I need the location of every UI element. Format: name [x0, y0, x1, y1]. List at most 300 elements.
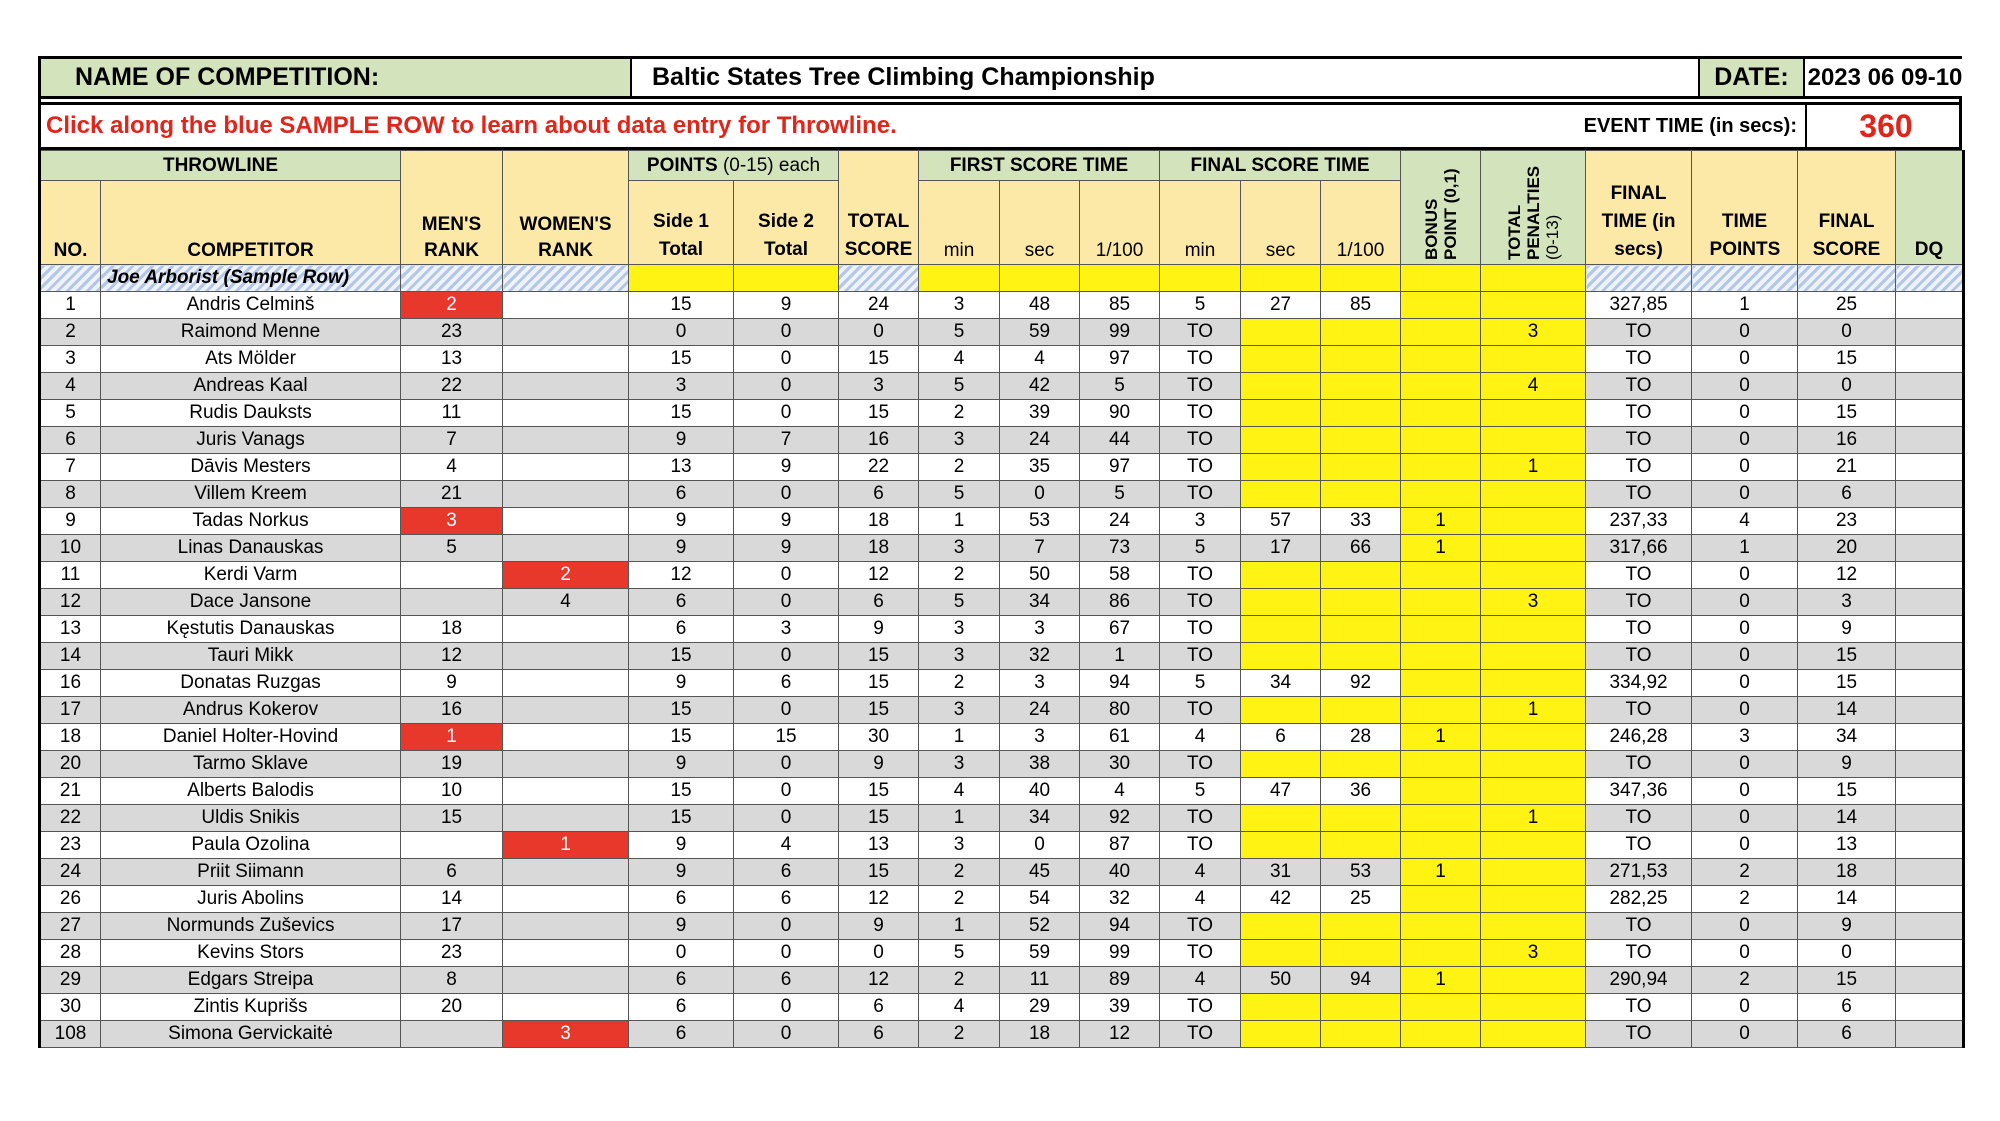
mens-rank-cell[interactable]: 1 [401, 724, 503, 751]
side2-cell[interactable]: 9 [734, 454, 839, 481]
penalties-cell[interactable]: 3 [1481, 940, 1586, 967]
womens-rank-cell[interactable] [503, 859, 629, 886]
first-hundredths-cell[interactable]: 94 [1080, 913, 1160, 940]
final-time-cell[interactable]: TO [1586, 346, 1692, 373]
table-row[interactable] [40, 724, 1964, 751]
final-time-cell[interactable]: TO [1586, 832, 1692, 859]
final-sec-cell[interactable] [1241, 562, 1321, 589]
first-hundredths-cell[interactable]: 44 [1080, 427, 1160, 454]
first-sec-cell[interactable]: 59 [1000, 940, 1080, 967]
penalties-cell[interactable]: 1 [1481, 697, 1586, 724]
first-hundredths-cell[interactable]: 32 [1080, 886, 1160, 913]
time-points-cell[interactable]: 0 [1692, 805, 1798, 832]
first-min-cell[interactable]: 3 [919, 643, 1000, 670]
sample-cell[interactable] [839, 265, 919, 292]
table-row[interactable] [40, 562, 1964, 589]
event-time-cell[interactable]: 360 [1805, 105, 1965, 147]
first-sec-cell[interactable]: 53 [1000, 508, 1080, 535]
final-hundredths-cell[interactable] [1321, 913, 1401, 940]
mens-rank-cell[interactable]: 18 [401, 616, 503, 643]
side1-cell[interactable]: 0 [629, 940, 734, 967]
total-score-cell[interactable]: 6 [839, 994, 919, 1021]
womens-rank-cell[interactable] [503, 724, 629, 751]
womens-rank-cell[interactable] [503, 751, 629, 778]
final-min-cell[interactable]: TO [1160, 913, 1241, 940]
first-sec-cell[interactable]: 32 [1000, 643, 1080, 670]
date-cell[interactable]: 2023 06 09-10 [1805, 59, 1965, 96]
side2-cell[interactable]: 9 [734, 508, 839, 535]
first-hundredths-cell[interactable]: 92 [1080, 805, 1160, 832]
dq-cell[interactable] [1896, 346, 1964, 373]
final-time-cell[interactable]: TO [1586, 481, 1692, 508]
final-score-cell[interactable]: 6 [1798, 994, 1896, 1021]
competitor-cell[interactable]: Tadas Norkus [101, 508, 401, 535]
final-min-cell[interactable]: TO [1160, 400, 1241, 427]
bonus-point-cell[interactable] [1401, 427, 1481, 454]
final-sec-cell[interactable] [1241, 589, 1321, 616]
first-min-cell[interactable]: 5 [919, 319, 1000, 346]
final-score-cell[interactable]: 6 [1798, 1021, 1896, 1048]
final-time-cell[interactable]: TO [1586, 751, 1692, 778]
no-cell[interactable]: 29 [40, 967, 101, 994]
total-score-cell[interactable]: 9 [839, 913, 919, 940]
final-min-cell[interactable]: 5 [1160, 778, 1241, 805]
penalties-cell[interactable] [1481, 751, 1586, 778]
final-hundredths-cell[interactable]: 85 [1321, 292, 1401, 319]
competitor-cell[interactable]: Linas Danauskas [101, 535, 401, 562]
final-min-cell[interactable]: TO [1160, 346, 1241, 373]
final-min-cell[interactable]: TO [1160, 805, 1241, 832]
no-cell[interactable]: 9 [40, 508, 101, 535]
final-score-cell[interactable]: 15 [1798, 400, 1896, 427]
sample-cell[interactable] [919, 265, 1000, 292]
bonus-point-cell[interactable] [1401, 670, 1481, 697]
final-sec-cell[interactable]: 6 [1241, 724, 1321, 751]
first-sec-cell[interactable]: 48 [1000, 292, 1080, 319]
table-row[interactable] [40, 481, 1964, 508]
womens-rank-cell[interactable]: 4 [503, 589, 629, 616]
first-hundredths-cell[interactable]: 4 [1080, 778, 1160, 805]
table-row[interactable] [40, 346, 1964, 373]
dq-cell[interactable] [1896, 292, 1964, 319]
final-hundredths-cell[interactable] [1321, 319, 1401, 346]
no-cell[interactable]: 11 [40, 562, 101, 589]
penalties-cell[interactable] [1481, 724, 1586, 751]
table-row[interactable] [40, 535, 1964, 562]
no-cell[interactable]: 108 [40, 1021, 101, 1048]
womens-rank-cell[interactable]: 2 [503, 562, 629, 589]
final-min-cell[interactable]: TO [1160, 562, 1241, 589]
first-sec-cell[interactable]: 3 [1000, 616, 1080, 643]
womens-rank-cell[interactable] [503, 319, 629, 346]
mens-rank-cell[interactable]: 5 [401, 535, 503, 562]
final-min-cell[interactable]: 5 [1160, 670, 1241, 697]
side2-cell[interactable]: 0 [734, 805, 839, 832]
competitor-cell[interactable]: Edgars Streipa [101, 967, 401, 994]
final-min-cell[interactable]: 3 [1160, 508, 1241, 535]
final-score-cell[interactable]: 14 [1798, 805, 1896, 832]
total-score-cell[interactable]: 16 [839, 427, 919, 454]
total-score-cell[interactable]: 12 [839, 967, 919, 994]
final-time-cell[interactable]: TO [1586, 940, 1692, 967]
time-points-cell[interactable]: 0 [1692, 319, 1798, 346]
no-cell[interactable]: 14 [40, 643, 101, 670]
competitor-cell[interactable]: Daniel Holter-Hovind [101, 724, 401, 751]
no-cell[interactable]: 28 [40, 940, 101, 967]
first-min-cell[interactable]: 1 [919, 913, 1000, 940]
time-points-cell[interactable]: 2 [1692, 967, 1798, 994]
penalties-cell[interactable] [1481, 400, 1586, 427]
no-cell[interactable]: 20 [40, 751, 101, 778]
table-row[interactable] [40, 940, 1964, 967]
competitor-cell[interactable]: Andris Celminš [101, 292, 401, 319]
final-time-cell[interactable]: TO [1586, 400, 1692, 427]
first-min-cell[interactable]: 3 [919, 535, 1000, 562]
final-sec-cell[interactable] [1241, 616, 1321, 643]
bonus-point-cell[interactable] [1401, 373, 1481, 400]
table-row[interactable] [40, 778, 1964, 805]
womens-rank-cell[interactable] [503, 508, 629, 535]
penalties-cell[interactable] [1481, 913, 1586, 940]
first-sec-cell[interactable]: 34 [1000, 589, 1080, 616]
bonus-point-cell[interactable] [1401, 481, 1481, 508]
first-hundredths-cell[interactable]: 73 [1080, 535, 1160, 562]
final-sec-cell[interactable]: 31 [1241, 859, 1321, 886]
penalties-cell[interactable] [1481, 346, 1586, 373]
side1-cell[interactable]: 15 [629, 724, 734, 751]
penalties-cell[interactable] [1481, 292, 1586, 319]
final-score-cell[interactable]: 9 [1798, 616, 1896, 643]
final-min-cell[interactable]: 4 [1160, 724, 1241, 751]
side1-cell[interactable]: 0 [629, 319, 734, 346]
mens-rank-cell[interactable]: 15 [401, 805, 503, 832]
final-hundredths-cell[interactable] [1321, 1021, 1401, 1048]
womens-rank-cell[interactable] [503, 373, 629, 400]
side2-cell[interactable]: 15 [734, 724, 839, 751]
final-sec-cell[interactable]: 57 [1241, 508, 1321, 535]
womens-rank-cell[interactable]: 1 [503, 832, 629, 859]
first-sec-cell[interactable]: 45 [1000, 859, 1080, 886]
mens-rank-cell[interactable]: 23 [401, 940, 503, 967]
bonus-point-cell[interactable]: 1 [1401, 535, 1481, 562]
mens-rank-cell[interactable]: 7 [401, 427, 503, 454]
first-hundredths-cell[interactable]: 67 [1080, 616, 1160, 643]
first-sec-cell[interactable]: 18 [1000, 1021, 1080, 1048]
penalties-cell[interactable] [1481, 427, 1586, 454]
first-min-cell[interactable]: 3 [919, 616, 1000, 643]
first-min-cell[interactable]: 2 [919, 562, 1000, 589]
final-sec-cell[interactable] [1241, 346, 1321, 373]
final-score-cell[interactable]: 25 [1798, 292, 1896, 319]
womens-rank-cell[interactable]: 3 [503, 1021, 629, 1048]
bonus-point-cell[interactable] [1401, 1021, 1481, 1048]
womens-rank-cell[interactable] [503, 670, 629, 697]
first-min-cell[interactable]: 5 [919, 940, 1000, 967]
side2-cell[interactable]: 0 [734, 994, 839, 1021]
time-points-cell[interactable]: 0 [1692, 400, 1798, 427]
final-sec-cell[interactable] [1241, 832, 1321, 859]
competition-name-cell[interactable]: Baltic States Tree Climbing Championship [632, 59, 1700, 96]
final-sec-cell[interactable]: 42 [1241, 886, 1321, 913]
time-points-cell[interactable]: 0 [1692, 697, 1798, 724]
first-sec-cell[interactable]: 29 [1000, 994, 1080, 1021]
mens-rank-cell[interactable] [401, 832, 503, 859]
womens-rank-cell[interactable] [503, 616, 629, 643]
first-sec-cell[interactable]: 40 [1000, 778, 1080, 805]
bonus-point-cell[interactable] [1401, 292, 1481, 319]
first-min-cell[interactable]: 3 [919, 292, 1000, 319]
sample-cell[interactable] [1586, 265, 1692, 292]
side1-cell[interactable]: 13 [629, 454, 734, 481]
side2-cell[interactable]: 6 [734, 859, 839, 886]
total-score-cell[interactable]: 18 [839, 508, 919, 535]
table-row[interactable] [40, 1021, 1964, 1048]
final-hundredths-cell[interactable] [1321, 994, 1401, 1021]
womens-rank-cell[interactable] [503, 994, 629, 1021]
mens-rank-cell[interactable]: 3 [401, 508, 503, 535]
sample-cell[interactable] [1896, 265, 1964, 292]
final-hundredths-cell[interactable]: 94 [1321, 967, 1401, 994]
final-sec-cell[interactable] [1241, 913, 1321, 940]
final-min-cell[interactable]: TO [1160, 697, 1241, 724]
time-points-cell[interactable]: 0 [1692, 346, 1798, 373]
final-hundredths-cell[interactable] [1321, 400, 1401, 427]
no-cell[interactable]: 12 [40, 589, 101, 616]
womens-rank-cell[interactable] [503, 454, 629, 481]
total-score-cell[interactable]: 9 [839, 616, 919, 643]
no-cell[interactable]: 22 [40, 805, 101, 832]
final-score-cell[interactable]: 20 [1798, 535, 1896, 562]
side1-cell[interactable]: 15 [629, 643, 734, 670]
womens-rank-cell[interactable] [503, 697, 629, 724]
mens-rank-cell[interactable]: 9 [401, 670, 503, 697]
final-time-cell[interactable]: 290,94 [1586, 967, 1692, 994]
bonus-point-cell[interactable]: 1 [1401, 508, 1481, 535]
sample-cell[interactable] [1481, 265, 1586, 292]
first-min-cell[interactable]: 5 [919, 589, 1000, 616]
final-hundredths-cell[interactable] [1321, 697, 1401, 724]
bonus-point-cell[interactable]: 1 [1401, 859, 1481, 886]
table-row[interactable] [40, 670, 1964, 697]
side1-cell[interactable]: 6 [629, 589, 734, 616]
final-time-cell[interactable]: TO [1586, 913, 1692, 940]
mens-rank-cell[interactable]: 20 [401, 994, 503, 1021]
side1-cell[interactable]: 9 [629, 670, 734, 697]
competitor-cell[interactable]: Donatas Ruzgas [101, 670, 401, 697]
competitor-cell[interactable]: Kerdi Varm [101, 562, 401, 589]
side2-cell[interactable]: 0 [734, 778, 839, 805]
no-cell[interactable]: 8 [40, 481, 101, 508]
mens-rank-cell[interactable]: 6 [401, 859, 503, 886]
final-min-cell[interactable]: TO [1160, 616, 1241, 643]
final-sec-cell[interactable]: 50 [1241, 967, 1321, 994]
sample-cell[interactable] [1798, 265, 1896, 292]
dq-cell[interactable] [1896, 400, 1964, 427]
dq-cell[interactable] [1896, 913, 1964, 940]
dq-cell[interactable] [1896, 670, 1964, 697]
first-hundredths-cell[interactable]: 80 [1080, 697, 1160, 724]
final-min-cell[interactable]: 4 [1160, 967, 1241, 994]
sample-cell[interactable] [1241, 265, 1321, 292]
side1-cell[interactable]: 15 [629, 292, 734, 319]
final-time-cell[interactable]: 282,25 [1586, 886, 1692, 913]
final-sec-cell[interactable] [1241, 994, 1321, 1021]
first-hundredths-cell[interactable]: 12 [1080, 1021, 1160, 1048]
table-row[interactable] [40, 913, 1964, 940]
penalties-cell[interactable] [1481, 832, 1586, 859]
bonus-point-cell[interactable] [1401, 319, 1481, 346]
sample-cell[interactable] [1080, 265, 1160, 292]
final-sec-cell[interactable] [1241, 751, 1321, 778]
side2-cell[interactable]: 7 [734, 427, 839, 454]
time-points-cell[interactable]: 0 [1692, 670, 1798, 697]
final-time-cell[interactable]: TO [1586, 427, 1692, 454]
time-points-cell[interactable]: 0 [1692, 1021, 1798, 1048]
table-row[interactable] [40, 643, 1964, 670]
table-row[interactable] [40, 805, 1964, 832]
final-score-cell[interactable]: 23 [1798, 508, 1896, 535]
first-min-cell[interactable]: 3 [919, 751, 1000, 778]
time-points-cell[interactable]: 0 [1692, 751, 1798, 778]
table-row[interactable] [40, 319, 1964, 346]
final-hundredths-cell[interactable] [1321, 589, 1401, 616]
time-points-cell[interactable]: 0 [1692, 643, 1798, 670]
side2-cell[interactable]: 6 [734, 967, 839, 994]
no-cell[interactable]: 5 [40, 400, 101, 427]
competitor-cell[interactable]: Andrus Kokerov [101, 697, 401, 724]
bonus-point-cell[interactable] [1401, 751, 1481, 778]
competitor-cell[interactable]: Uldis Snikis [101, 805, 401, 832]
first-sec-cell[interactable]: 3 [1000, 724, 1080, 751]
time-points-cell[interactable]: 0 [1692, 616, 1798, 643]
first-hundredths-cell[interactable]: 86 [1080, 589, 1160, 616]
final-hundredths-cell[interactable] [1321, 562, 1401, 589]
no-cell[interactable]: 17 [40, 697, 101, 724]
final-score-cell[interactable]: 21 [1798, 454, 1896, 481]
dq-cell[interactable] [1896, 724, 1964, 751]
final-min-cell[interactable]: TO [1160, 373, 1241, 400]
no-cell[interactable]: 24 [40, 859, 101, 886]
final-hundredths-cell[interactable] [1321, 373, 1401, 400]
bonus-point-cell[interactable] [1401, 697, 1481, 724]
penalties-cell[interactable] [1481, 1021, 1586, 1048]
competitor-cell[interactable]: Alberts Balodis [101, 778, 401, 805]
final-min-cell[interactable]: 5 [1160, 292, 1241, 319]
total-score-cell[interactable]: 15 [839, 805, 919, 832]
first-hundredths-cell[interactable]: 97 [1080, 346, 1160, 373]
final-min-cell[interactable]: TO [1160, 832, 1241, 859]
dq-cell[interactable] [1896, 643, 1964, 670]
competitor-cell[interactable]: Normunds Zuševics [101, 913, 401, 940]
final-score-cell[interactable]: 15 [1798, 670, 1896, 697]
first-sec-cell[interactable]: 3 [1000, 670, 1080, 697]
table-row[interactable] [40, 697, 1964, 724]
bonus-point-cell[interactable]: 1 [1401, 724, 1481, 751]
final-sec-cell[interactable]: 47 [1241, 778, 1321, 805]
mens-rank-cell[interactable]: 21 [401, 481, 503, 508]
bonus-point-cell[interactable] [1401, 913, 1481, 940]
total-score-cell[interactable]: 6 [839, 589, 919, 616]
time-points-cell[interactable]: 0 [1692, 994, 1798, 1021]
penalties-cell[interactable] [1481, 616, 1586, 643]
final-score-cell[interactable]: 15 [1798, 643, 1896, 670]
time-points-cell[interactable]: 0 [1692, 913, 1798, 940]
side2-cell[interactable]: 0 [734, 346, 839, 373]
time-points-cell[interactable]: 2 [1692, 886, 1798, 913]
first-sec-cell[interactable]: 24 [1000, 427, 1080, 454]
penalties-cell[interactable] [1481, 535, 1586, 562]
final-score-cell[interactable]: 14 [1798, 697, 1896, 724]
first-hundredths-cell[interactable]: 87 [1080, 832, 1160, 859]
competitor-cell[interactable]: Andreas Kaal [101, 373, 401, 400]
table-row[interactable] [40, 859, 1964, 886]
total-score-cell[interactable]: 12 [839, 562, 919, 589]
side1-cell[interactable]: 9 [629, 832, 734, 859]
final-min-cell[interactable]: TO [1160, 454, 1241, 481]
first-min-cell[interactable]: 5 [919, 373, 1000, 400]
final-sec-cell[interactable]: 27 [1241, 292, 1321, 319]
side1-cell[interactable]: 9 [629, 427, 734, 454]
first-hundredths-cell[interactable]: 58 [1080, 562, 1160, 589]
penalties-cell[interactable]: 3 [1481, 319, 1586, 346]
table-row[interactable] [40, 454, 1964, 481]
side1-cell[interactable]: 6 [629, 616, 734, 643]
time-points-cell[interactable]: 4 [1692, 508, 1798, 535]
final-score-cell[interactable]: 15 [1798, 967, 1896, 994]
first-min-cell[interactable]: 3 [919, 427, 1000, 454]
sample-cell[interactable] [1692, 265, 1798, 292]
womens-rank-cell[interactable] [503, 481, 629, 508]
first-min-cell[interactable]: 1 [919, 508, 1000, 535]
dq-cell[interactable] [1896, 940, 1964, 967]
no-cell[interactable]: 27 [40, 913, 101, 940]
time-points-cell[interactable]: 0 [1692, 778, 1798, 805]
first-min-cell[interactable]: 1 [919, 724, 1000, 751]
time-points-cell[interactable]: 0 [1692, 427, 1798, 454]
penalties-cell[interactable] [1481, 562, 1586, 589]
competitor-cell[interactable]: Dace Jansone [101, 589, 401, 616]
first-sec-cell[interactable]: 42 [1000, 373, 1080, 400]
penalties-cell[interactable] [1481, 994, 1586, 1021]
first-sec-cell[interactable]: 50 [1000, 562, 1080, 589]
table-row[interactable] [40, 832, 1964, 859]
penalties-cell[interactable]: 3 [1481, 589, 1586, 616]
final-min-cell[interactable]: 5 [1160, 535, 1241, 562]
side2-cell[interactable]: 0 [734, 913, 839, 940]
final-min-cell[interactable]: TO [1160, 319, 1241, 346]
first-hundredths-cell[interactable]: 99 [1080, 940, 1160, 967]
final-hundredths-cell[interactable] [1321, 832, 1401, 859]
final-min-cell[interactable]: TO [1160, 1021, 1241, 1048]
side1-cell[interactable]: 6 [629, 967, 734, 994]
final-score-cell[interactable]: 15 [1798, 346, 1896, 373]
final-hundredths-cell[interactable] [1321, 751, 1401, 778]
sample-cell[interactable] [1000, 265, 1080, 292]
dq-cell[interactable] [1896, 994, 1964, 1021]
final-min-cell[interactable]: TO [1160, 427, 1241, 454]
no-cell[interactable]: 30 [40, 994, 101, 1021]
final-sec-cell[interactable] [1241, 373, 1321, 400]
first-hundredths-cell[interactable]: 89 [1080, 967, 1160, 994]
side1-cell[interactable]: 6 [629, 481, 734, 508]
final-sec-cell[interactable]: 34 [1241, 670, 1321, 697]
final-time-cell[interactable]: 246,28 [1586, 724, 1692, 751]
first-min-cell[interactable]: 3 [919, 832, 1000, 859]
bonus-point-cell[interactable] [1401, 994, 1481, 1021]
mens-rank-cell[interactable]: 14 [401, 886, 503, 913]
table-row[interactable] [40, 751, 1964, 778]
final-time-cell[interactable]: 317,66 [1586, 535, 1692, 562]
